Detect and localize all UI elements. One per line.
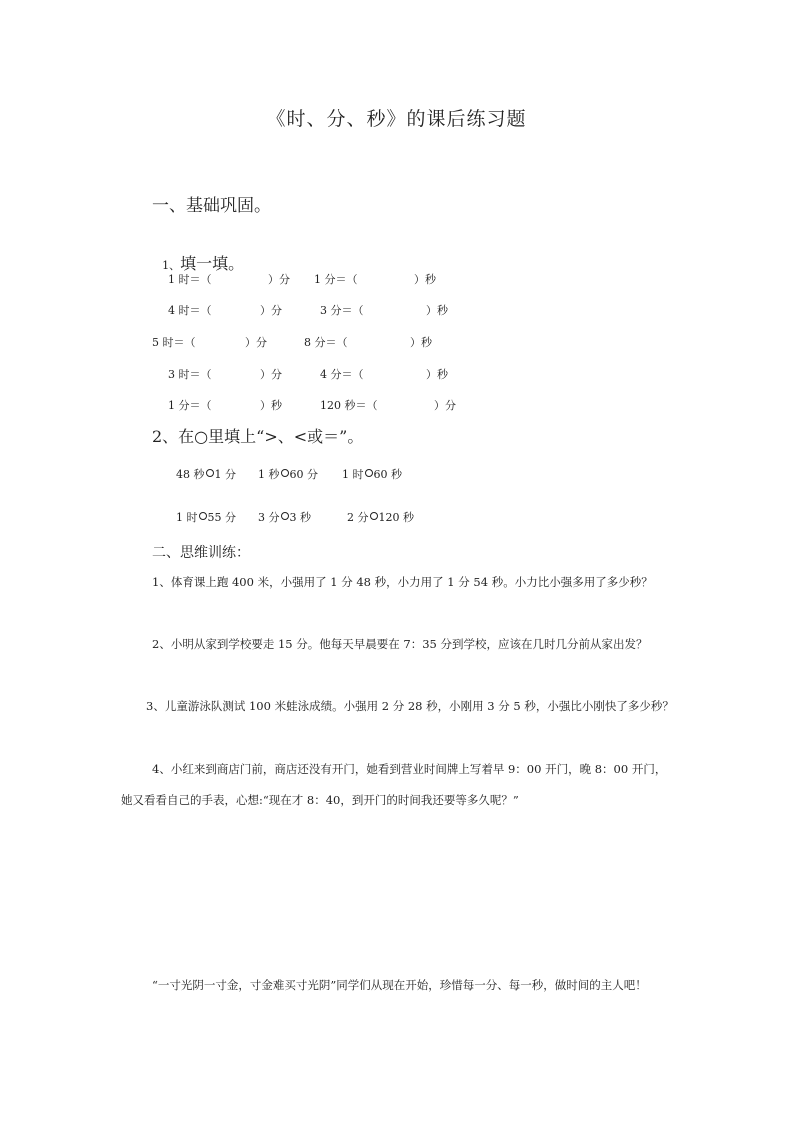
compare-right: 60 分 (289, 468, 318, 481)
q1-row-4-right-unit: ）秒 (426, 368, 448, 381)
q1-row-1-right-unit: ）秒 (414, 273, 436, 286)
problem-3: 3、儿童游泳队测试 100 米蛙泳成绩。小强用 2 分 28 秒，小刚用 3 分 5 秒，小强比小刚快了多少秒？ (146, 699, 674, 713)
circle-blank-icon (281, 469, 289, 477)
compare-left: 1 秒 (258, 468, 280, 481)
q1-row-5-left-unit: ）秒 (260, 399, 282, 412)
q1-row-3-left: 5 时＝（ (152, 336, 196, 349)
compare-right: 55 分 (207, 511, 236, 524)
q1-row-5-right-unit: ）分 (434, 399, 456, 412)
compare-left: 48 秒 (176, 468, 205, 481)
q1-row-1-left: 1 时＝（ (168, 273, 212, 286)
q1-row-2-left: 4 时＝（ (168, 304, 212, 317)
compare-left: 2 分 (347, 511, 369, 524)
q1-row-3-right: 8 分＝（ (304, 336, 348, 349)
q1-row-2-left-unit: ）分 (260, 304, 282, 317)
compare-right: 60 秒 (373, 468, 402, 481)
section2-heading: 二、思维训练： (152, 545, 250, 561)
compare-item (258, 509, 311, 525)
q1-number: 1、 (162, 259, 181, 272)
circle-blank-icon (370, 512, 378, 520)
compare-item (176, 509, 236, 525)
q1-row-5-right: 120 秒＝（ (320, 399, 378, 412)
compare-item (342, 466, 402, 482)
circle-blank-icon (199, 512, 207, 520)
compare-left: 1 时 (176, 511, 198, 524)
q1-row-2-right-unit: ）秒 (426, 304, 448, 317)
q1-row-3-left-unit: ）分 (245, 336, 267, 349)
q1-row-5-left: 1 分＝（ (168, 399, 212, 412)
compare-right: 1 分 (214, 468, 236, 481)
section1-heading: 一、基础巩固。 (152, 196, 271, 216)
problem-1: 1、体育课上跑 400 米，小强用了 1 分 48 秒，小力用了 1 分 54 秒。小力比小强多用了多少秒？ (152, 575, 653, 589)
compare-item (258, 466, 318, 482)
circle-blank-icon (365, 469, 373, 477)
compare-item (176, 466, 236, 482)
q1-row-4-left: 3 时＝（ (168, 368, 212, 381)
problem-2: 2、小明从家到学校要走 15 分。他每天早晨要在 7：35 分到学校，应该在几时几分前从家出发？ (152, 637, 648, 651)
compare-left: 1 时 (342, 468, 364, 481)
problem-4-line-1: 4、小红来到商店门前，商店还没有开门，她看到营业时间牌上写着早 9：00 开门，晚 8：00 开门， (152, 762, 667, 776)
q2-heading: 2、在○里填上“>、<或＝”。 (152, 427, 364, 446)
circle-blank-icon (206, 469, 214, 477)
q1-row-1-left-unit: ）分 (268, 273, 290, 286)
footer-quote: “一寸光阴一寸金，寸金难买寸光阴”同学们从现在开始，珍惜每一分、每一秒，做时间的主人吧！ (152, 978, 647, 992)
q1-row-4-left-unit: ）分 (260, 368, 282, 381)
compare-item (347, 509, 414, 525)
compare-right: 120 秒 (378, 511, 414, 524)
circle-blank-icon (281, 512, 289, 520)
q1-row-2-right: 3 分＝（ (320, 304, 364, 317)
q1-label: 填一填。 (180, 254, 245, 273)
q1-row-3-right-unit: ）秒 (410, 336, 432, 349)
compare-left: 3 分 (258, 511, 280, 524)
q1-heading (152, 232, 244, 274)
q1-row-1-right: 1 分＝（ (314, 273, 358, 286)
q1-row-4-right: 4 分＝（ (320, 368, 364, 381)
page-title: 《时、分、秒》的课后练习题 (266, 108, 527, 130)
compare-right: 3 秒 (289, 511, 311, 524)
problem-4-line-2: 她又看看自己的手表，心想:“现在才 8：40，到开门的时间我还要等多久呢？” (121, 793, 519, 807)
